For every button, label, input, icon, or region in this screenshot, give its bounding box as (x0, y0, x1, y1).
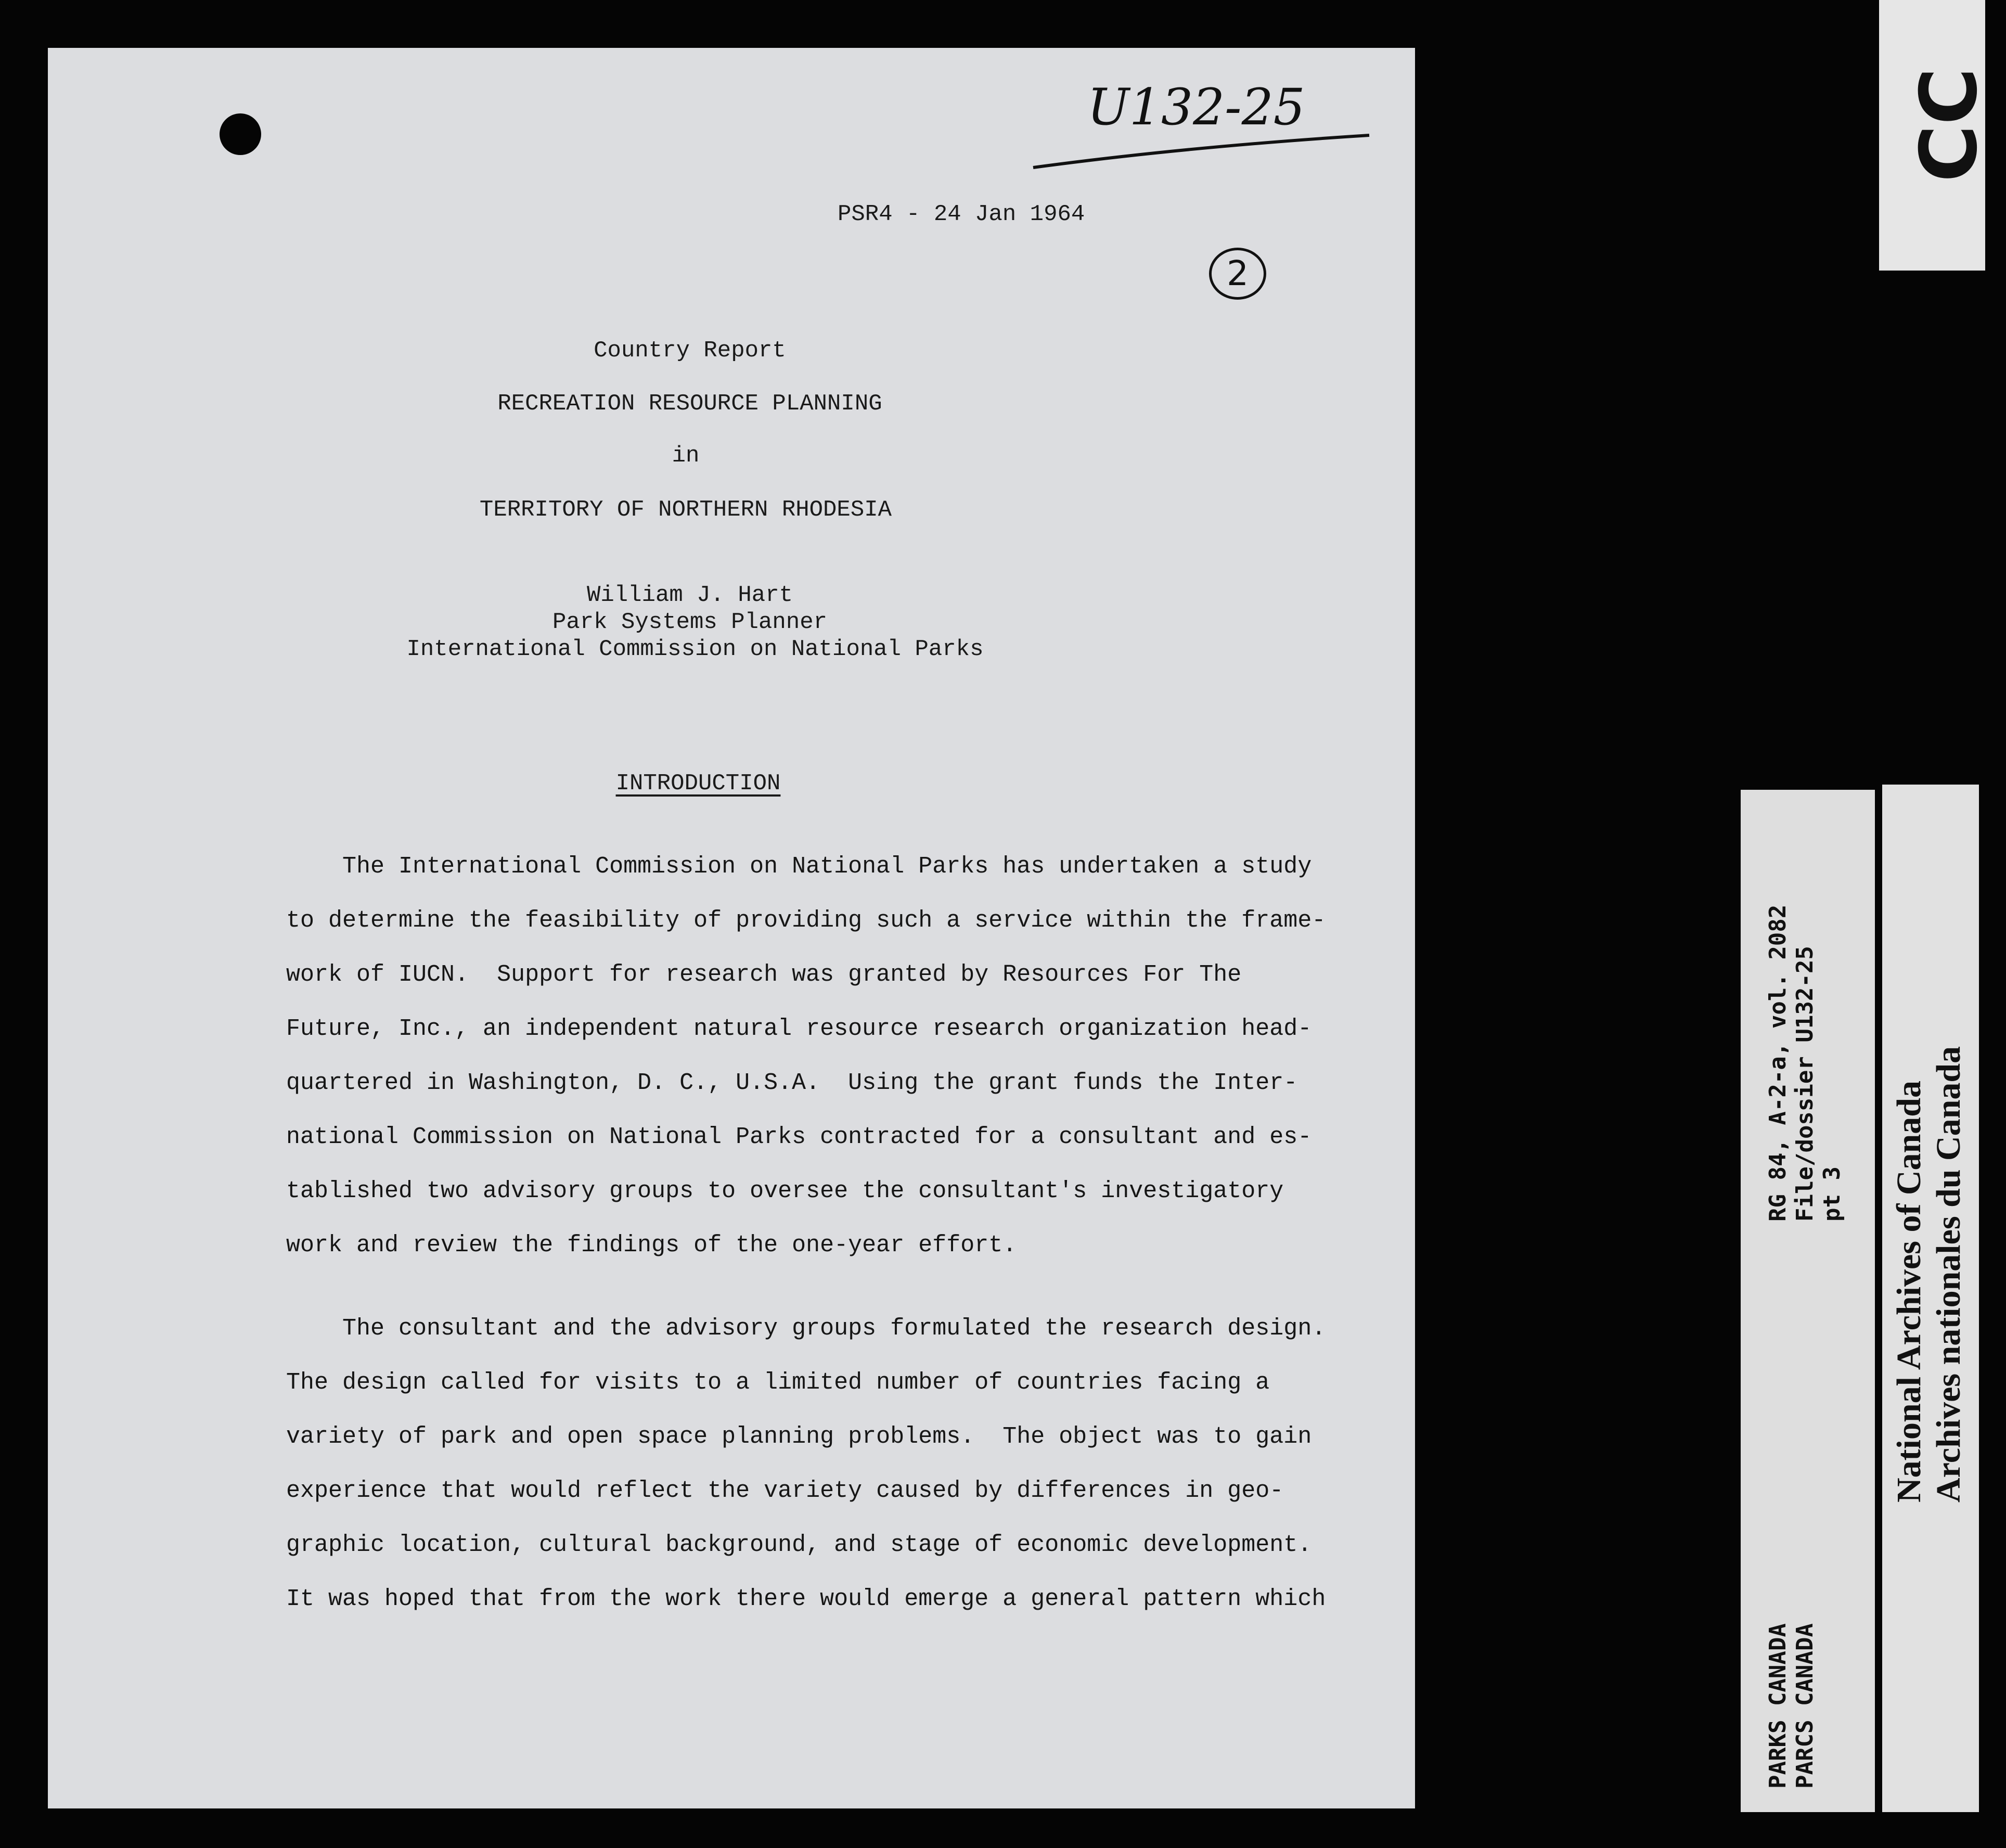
dept-line-1: PARKS CANADA (1765, 1623, 1791, 1789)
frame-mark-box (1879, 0, 1995, 271)
paragraph-1-line: Future, Inc., an independent natural resource research organization head- (286, 1016, 1312, 1042)
paragraph-1-line: quartered in Washington, D. C., U.S.A. Using the grant funds the Inter- (286, 1070, 1298, 1096)
archive-ref-line-1: RG 84, A-2-a, vol. 2082 (1765, 904, 1791, 1222)
paragraph-1-line: national Commission on National Parks contracted for a consultant and es- (286, 1124, 1312, 1150)
title-line-3: TERRITORY OF NORTHERN RHODESIA (479, 497, 892, 523)
dateline: PSR4 - 24 Jan 1964 (838, 201, 1085, 227)
section-heading: INTRODUCTION (615, 771, 781, 797)
paragraph-1-line: to determine the feasibility of providing such a service within the frame- (286, 907, 1326, 934)
author-name: William J. Hart (586, 582, 793, 608)
handwritten-underline (1031, 126, 1374, 173)
handwritten-ref: U132-25 (1087, 78, 1305, 136)
archive-ref-line-3: pt 3 (1819, 1166, 1845, 1222)
title-line-1: RECREATION RESOURCE PLANNING (497, 391, 882, 417)
archives-label-strip (1882, 785, 1979, 1812)
paragraph-2-line: experience that would reflect the variety caused by differences in geo- (286, 1478, 1284, 1504)
report-type: Country Report (594, 338, 786, 364)
paragraph-2-line: It was hoped that from the work there would emerge a general pattern which (286, 1586, 1326, 1612)
author-role: Park Systems Planner (552, 609, 828, 635)
archive-ref-line-2: File/dossier U132-25 (1792, 946, 1818, 1222)
archive-reference-strip (1741, 790, 1875, 1812)
archives-line-2: Archives nationales du Canada (1930, 1046, 1968, 1503)
paragraph-1-line: work of IUCN. Support for research was granted by Resources For The (286, 961, 1242, 988)
paragraph-2-line: The consultant and the advisory groups formulated the research design. (286, 1315, 1326, 1342)
paragraph-2-line: The design called for visits to a limited number of countries facing a (286, 1369, 1270, 1396)
frame-marks: CC (1904, 68, 1995, 183)
author-org: International Commission on National Parks (406, 636, 984, 662)
paragraph-1-line: tablished two advisory groups to oversee the consultant's investigatory (286, 1178, 1284, 1204)
circled-number: 2 (1209, 248, 1266, 300)
archives-line-1: National Archives of Canada (1890, 1080, 1928, 1503)
dept-line-2: PARCS CANADA (1792, 1623, 1818, 1789)
paragraph-1-line: The International Commission on National Parks has undertaken a study (286, 853, 1312, 880)
paragraph-2-line: graphic location, cultural background, and stage of economic development. (286, 1532, 1312, 1558)
document-page (48, 48, 1415, 1808)
paragraph-2-line: variety of park and open space planning problems. The object was to gain (286, 1423, 1312, 1450)
punch-hole (220, 113, 261, 155)
title-line-2: in (672, 443, 700, 469)
paragraph-1-line: work and review the findings of the one-year effort. (286, 1232, 1017, 1259)
